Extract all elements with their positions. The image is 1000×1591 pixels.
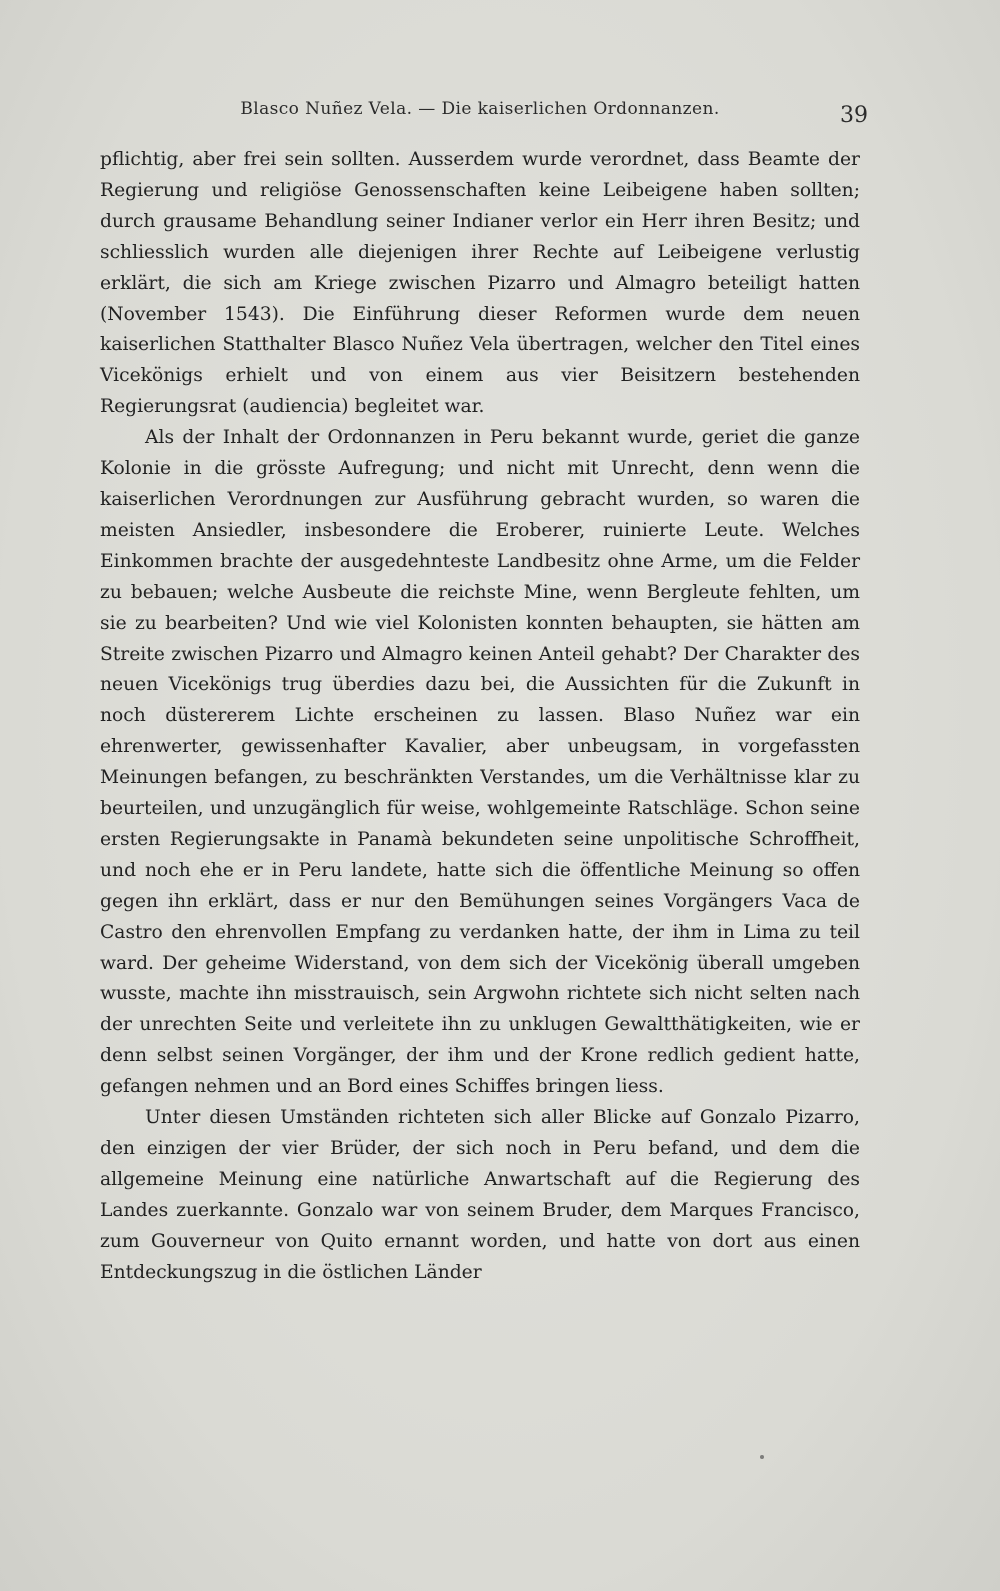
paragraph: Als der Inhalt der Ordonnanzen in Peru bekannt wurde, geriet die ganze Kolonie in die grösste Aufregung; und nicht mit Unrecht, denn wenn die kaiserlichen Verordnungen zur Ausführung gebracht wurden, so waren die meisten Ansiedler, insbesondere die Eroberer, ruinierte Leute. Welches Einkommen brachte der ausgedehnteste Landbesitz ohne Arme, um die Felder zu bebauen; welche Ausbeute die reichste Mine, wenn Bergleute fehlten, um sie zu bearbeiten? Und wie viel Kolonisten konnten behaupten, sie hätten am Streite zwischen Pizarro und Almagro keinen Anteil gehabt? Der Charakter des neuen Vicekönigs trug überdies dazu bei, die Aussichten für die Zukunft in noch düstererem Lichte erscheinen zu lassen. Blaso Nuñez war ein ehrenwerter, gewissenhafter Kavalier, aber unbeugsam, in vorgefassten Meinungen befangen, zu beschränkten Verstandes, um die Verhältnisse klar zu beurteilen, und unzugänglich für weise, wohlgemeinte Ratschläge. Schon seine ersten Regierungsakte in Panamà bekundeten seine unpolitische Schroffheit, und noch ehe er in Peru landete, hatte sich die öffentliche Meinung so offen gegen ihn erklärt, dass er nur den Bemühungen seines Vorgängers Vaca de Castro den ehrenvollen Empfang zu verdanken hatte, der ihm in Lima zu teil ward. Der geheime Widerstand, von dem sich der Vicekönig überall umgeben wusste, machte ihn misstrauisch, sein Argwohn richtete sich nicht selten nach der unrechten Seite und verleitete ihn zu unklugen Gewaltthätigkeiten, wie er denn selbst seinen Vorgänger, der ihm und der Krone redlich gedient hatte, gefangen nehmen und an Bord eines Schiffes bringen liess. bbox=[100, 427, 860, 1098]
paragraph: Unter diesen Umständen richteten sich aller Blicke auf Gonzalo Pizarro, den einzigen der vier Brüder, der sich noch in Peru befand, und dem die allgemeine Meinung eine natürliche Anwartschaft auf die Regierung des Landes zuerkannte. Gonzalo war von seinem Bruder, dem Marques Francisco, zum Gouverneur von Quito ernannt worden, und hatte von dort aus einen Entdeckungszug in die östlichen Länder bbox=[100, 1107, 860, 1283]
paper-speck bbox=[760, 1455, 764, 1459]
running-head bbox=[100, 97, 868, 133]
page-number: 39 bbox=[840, 103, 868, 128]
body-text bbox=[100, 145, 860, 1289]
paragraph-continued: pflichtig, aber frei sein sollten. Ausserdem wurde verordnet, dass Beamte der Regierung und religiöse Genossenschaften keine Leibeigene haben sollten; durch grausame Behandlung seiner Indianer verlor ein Herr ihren Besitz; und schliesslich wurden alle diejenigen ihrer Rechte auf Leibeigene verlustig erklärt, die sich am Kriege zwischen Pizarro und Almagro beteiligt hatten (November 1543). Die Einführung dieser Reformen wurde dem neuen kaiserlichen Statthalter Blasco Nuñez Vela übertragen, welcher den Titel eines Vicekönigs erhielt und von einem aus vier Beisitzern bestehenden Regierungsrat (audiencia) begleitet war. bbox=[100, 149, 860, 418]
running-title: Blasco Nuñez Vela. — Die kaiserlichen Ordonnanzen. bbox=[240, 99, 720, 119]
